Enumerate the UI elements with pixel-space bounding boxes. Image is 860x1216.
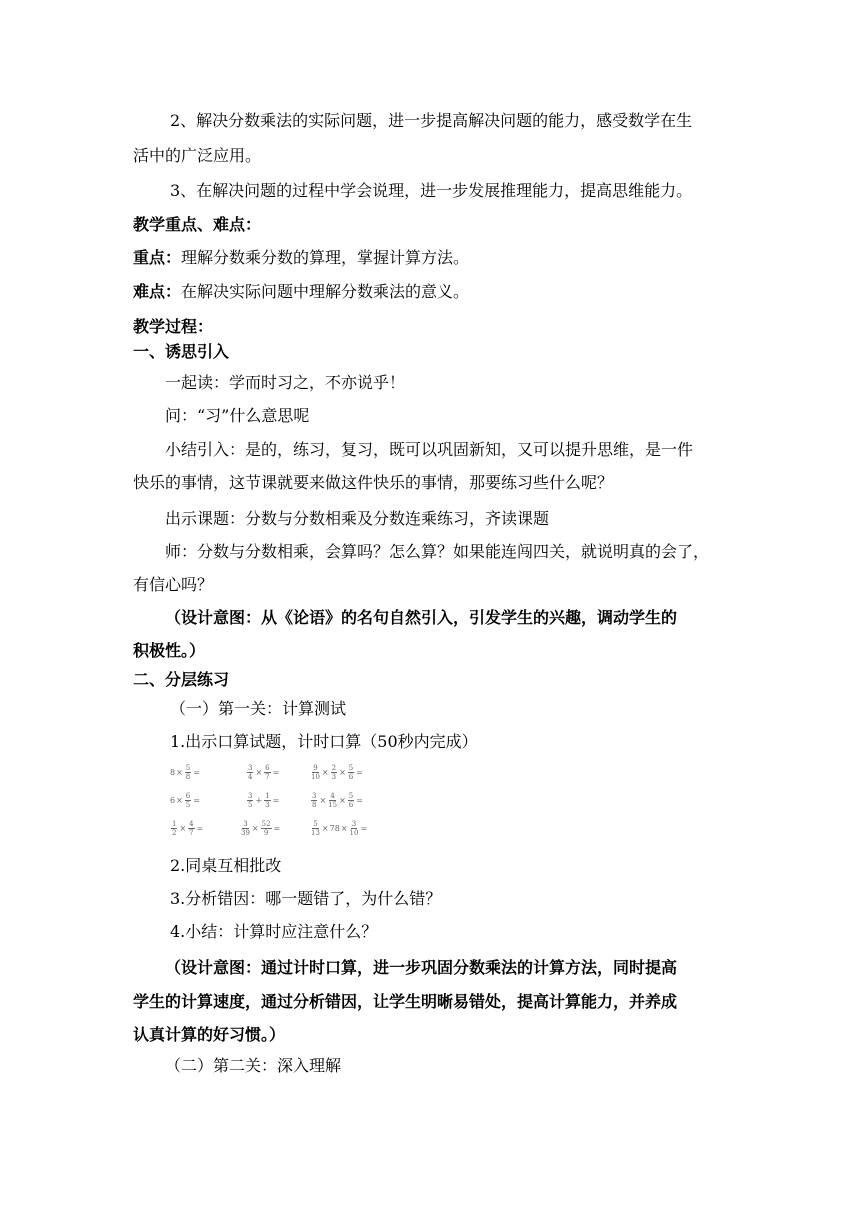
- exercise-8: [240, 820, 281, 837]
- denominator: 6: [348, 773, 354, 781]
- numerator: 5: [185, 764, 191, 772]
- section-2-title: 二、分层练习: [133, 670, 230, 689]
- numerator: 5: [348, 764, 354, 772]
- operator: ×: [179, 824, 187, 833]
- fraction: [328, 792, 337, 809]
- numerator: 3: [351, 820, 357, 828]
- operator: ×: [251, 824, 259, 833]
- step-2: 2.同桌互相批改: [170, 856, 282, 875]
- show-topic: 出示课题：分数与分数相乘及分数连乘练习，齐读课题: [165, 509, 550, 528]
- difficult-point-label: 难点：: [133, 282, 182, 301]
- denominator: 5: [248, 801, 253, 809]
- exercise-integer: 8: [170, 768, 176, 777]
- numerator: 6: [185, 792, 191, 800]
- operator: ×: [321, 824, 329, 833]
- equals: =: [193, 796, 200, 805]
- operator: ×: [339, 768, 346, 777]
- design-intent-1-line-2: 积极性。）: [133, 641, 206, 660]
- numerator: 3: [248, 764, 253, 772]
- exercise-7: [170, 820, 204, 837]
- fraction: [241, 820, 250, 837]
- exercise-3: [310, 764, 364, 781]
- denominator: 4: [248, 773, 253, 781]
- numerator: 5: [348, 792, 354, 800]
- equals: =: [272, 796, 280, 805]
- fraction: [331, 764, 337, 781]
- denominator: 6: [348, 801, 354, 809]
- operator: ×: [176, 796, 183, 805]
- exercise-5: [246, 792, 280, 809]
- level-1-title: （一）第一关：计算测试: [170, 699, 347, 718]
- operator: ×: [255, 768, 263, 777]
- numerator: 3: [312, 792, 317, 800]
- exercise-integer: 6: [170, 796, 176, 805]
- denominator: 3: [331, 773, 337, 781]
- fraction: [311, 764, 320, 781]
- numerator: 6: [265, 764, 270, 772]
- heading-teaching-process: 教学过程：: [133, 317, 214, 336]
- objective-2-line-2: 活中的广泛应用。: [133, 146, 262, 165]
- exercise-4: [170, 792, 201, 809]
- fraction: [264, 764, 270, 781]
- fraction: [171, 820, 177, 837]
- operator: ×: [339, 796, 346, 805]
- numerator: 4: [189, 820, 194, 828]
- summary-intro-line-2: 快乐的事情，这节课就要来做这件快乐的事情，那要练习些什么呢？: [133, 473, 614, 492]
- denominator: 7: [189, 829, 194, 837]
- equals: =: [272, 768, 280, 777]
- design-intent-2-line-3: 认真计算的好习惯。）: [133, 1025, 286, 1044]
- operator: ×: [176, 768, 183, 777]
- numerator: 5: [313, 820, 318, 828]
- fraction: [264, 792, 270, 809]
- mental-math-exercises: [170, 760, 400, 844]
- objective-2-line-1: 2、解决分数乘法的实际问题，进一步提高解决问题的能力，感受数学在生: [170, 111, 693, 130]
- heading-key-points: 教学重点、难点：: [133, 215, 262, 234]
- exercise-2: [246, 764, 280, 781]
- fraction: [185, 792, 191, 809]
- denominator: 39: [241, 829, 250, 837]
- teacher-line-2: 有信心吗？: [133, 575, 214, 594]
- numerator: 4: [330, 792, 335, 800]
- section-1-title: 一、诱思引入: [133, 342, 230, 361]
- teacher-line-1: 师：分数与分数相乘，会算吗？怎么算？如果能连闯四关，就说明真的会了，: [165, 542, 710, 561]
- denominator: 15: [328, 801, 338, 809]
- summary-intro-line-1: 小结引入：是的，练习，复习，既可以巩固新知，又可以提升思维，是一件: [165, 440, 694, 459]
- read-together: 一起读：学而时习之，不亦说乎！: [165, 373, 406, 392]
- exercise-1: [170, 764, 201, 781]
- level-2-title: （二）第二关：深入理解: [165, 1056, 342, 1075]
- key-point: [133, 247, 833, 269]
- fraction: [261, 820, 272, 837]
- operator: +: [255, 796, 263, 805]
- numerator: 3: [248, 792, 253, 800]
- denominator: 8: [185, 773, 191, 781]
- step-1: 1.出示口算试题，计时口算（50秒内完成）: [170, 732, 478, 751]
- design-intent-2-line-1: （设计意图：通过计时口算，进一步巩固分数乘法的计算方法，同时提高: [165, 958, 678, 977]
- fraction: [247, 764, 253, 781]
- fraction: [311, 792, 317, 809]
- exercise-6: [310, 792, 364, 809]
- equals: =: [356, 796, 363, 805]
- numerator: 52: [261, 820, 271, 828]
- numerator: 9: [313, 764, 318, 772]
- design-intent-2-line-2: 学生的计算速度，通过分析错因，让学生明晰易错处，提高计算能力，并养成: [133, 992, 678, 1011]
- fraction: [185, 764, 191, 781]
- denominator: 3: [265, 801, 270, 809]
- denominator: 8: [312, 801, 317, 809]
- fraction: [350, 820, 359, 837]
- difficult-point-text: 在解决实际问题中理解分数乘法的意义。: [181, 282, 470, 301]
- fraction: [348, 764, 354, 781]
- key-point-text: 理解分数乘分数的算理，掌握计算方法。: [181, 248, 470, 267]
- step-3: 3.分析错因：哪一题错了，为什么错？: [170, 889, 442, 908]
- exercise-integer: 78: [329, 824, 340, 833]
- denominator: 10: [311, 773, 320, 781]
- key-point-label: 重点：: [133, 248, 182, 267]
- design-intent-1-line-1: （设计意图：从《论语》的名句自然引入，引发学生的兴趣，调动学生的: [165, 608, 678, 627]
- step-4: 4.小结：计算时应注意什么？: [170, 922, 378, 941]
- equals: =: [196, 824, 204, 833]
- operator: ×: [319, 796, 327, 805]
- fraction: [348, 792, 354, 809]
- question-xi: 问：“习”什么意思呢: [165, 406, 310, 425]
- equals: =: [273, 824, 281, 833]
- denominator: 2: [172, 829, 177, 837]
- denominator: 7: [265, 773, 270, 781]
- denominator: 9: [263, 829, 269, 837]
- numerator: 2: [331, 764, 337, 772]
- numerator: 1: [172, 820, 177, 828]
- fraction: [311, 820, 320, 837]
- denominator: 13: [311, 829, 320, 837]
- difficult-point: [133, 281, 833, 303]
- numerator: 1: [265, 792, 270, 800]
- equals: =: [360, 824, 368, 833]
- operator: ×: [340, 824, 348, 833]
- fraction: [188, 820, 194, 837]
- denominator: 10: [349, 829, 359, 837]
- exercise-9: [310, 820, 368, 837]
- fraction: [247, 792, 253, 809]
- equals: =: [193, 768, 200, 777]
- objective-3: 3、在解决问题的过程中学会说理，进一步发展推理能力，提高思维能力。: [170, 181, 693, 200]
- operator: ×: [321, 768, 329, 777]
- numerator: 3: [243, 820, 248, 828]
- equals: =: [356, 768, 363, 777]
- denominator: 5: [185, 801, 191, 809]
